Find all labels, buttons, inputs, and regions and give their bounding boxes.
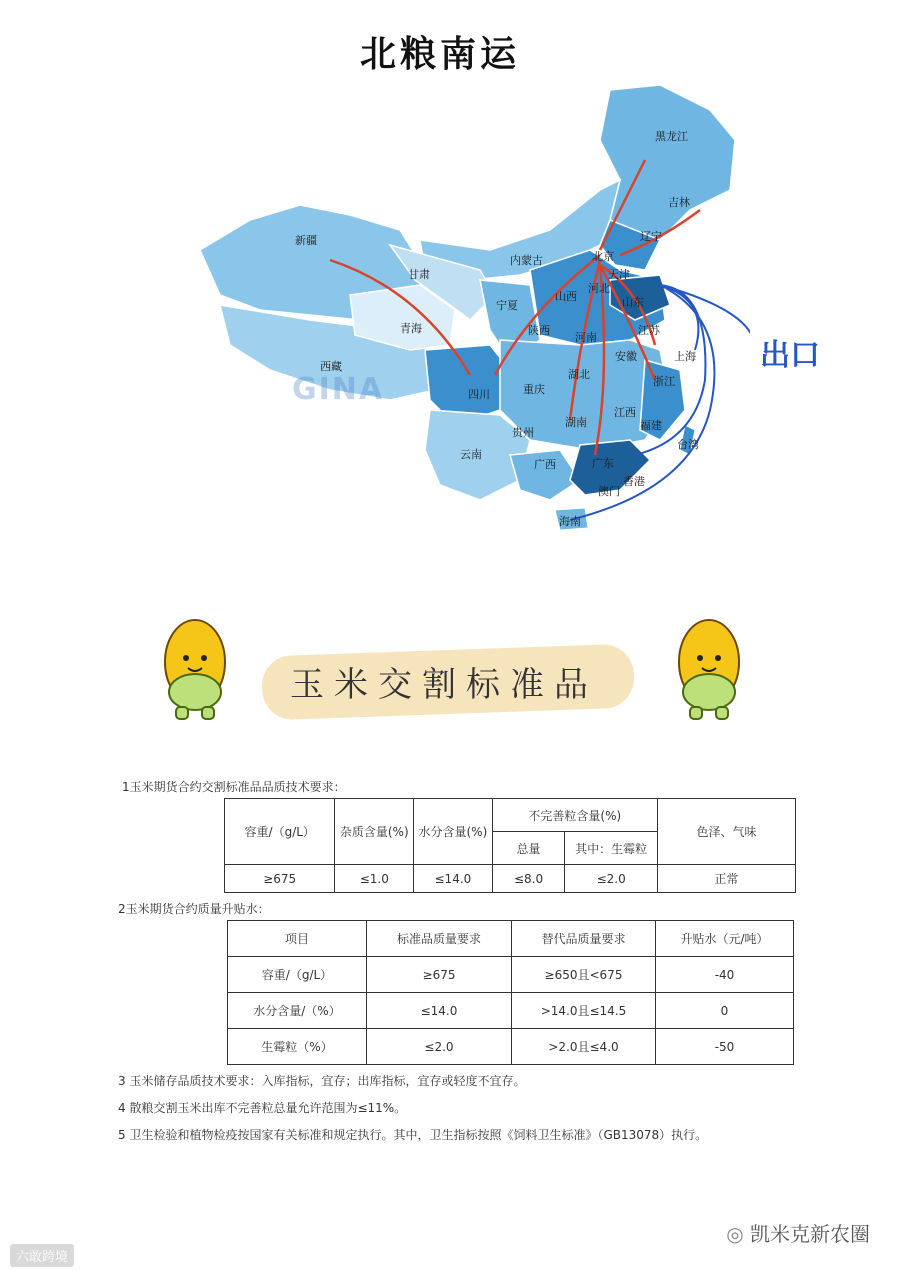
section2-heading: 2玉米期货合约质量升贴水： <box>118 902 270 916</box>
value-moisture: ≤14.0 <box>414 865 493 893</box>
footer-brand <box>726 1218 870 1247</box>
table2-cell: ≥675 <box>367 957 512 993</box>
label-henan: 河南 <box>575 331 597 344</box>
table-row <box>228 1029 794 1065</box>
header-color-smell: 色泽、气味 <box>657 799 795 865</box>
label-hubei: 湖北 <box>568 368 590 381</box>
label-hainan: 海南 <box>559 515 581 528</box>
note-4: 4 散粮交割玉米出库不完善粒总量允许范围为≤11%。 <box>118 1101 407 1115</box>
footer-brand-label: 凯米克新农圈 <box>750 1222 870 1246</box>
label-aomen: 澳门 <box>598 485 620 498</box>
header-imperfect-total: 总量 <box>492 832 565 865</box>
table2-cell: 水分含量/（%） <box>228 993 367 1029</box>
label-hebei: 河北 <box>588 282 610 295</box>
value-imperfect-total: ≤8.0 <box>492 865 565 893</box>
table-row <box>228 957 794 993</box>
china-map <box>190 80 750 540</box>
label-guangxi: 广西 <box>534 458 556 471</box>
label-jiangsu: 江苏 <box>638 324 660 337</box>
label-sichuan: 四川 <box>468 388 490 401</box>
table2-cell: 0 <box>656 993 794 1029</box>
wechat-icon: ◎ <box>726 1222 750 1246</box>
label-tianjin: 天津 <box>608 268 630 281</box>
table-row <box>228 993 794 1029</box>
label-hunan: 湖南 <box>565 416 587 429</box>
map-watermark: GINA <box>292 372 385 407</box>
table2-header: 项目 <box>228 921 367 957</box>
label-anhui: 安徽 <box>615 350 637 363</box>
label-shaanxi: 陕西 <box>528 324 550 337</box>
header-bulk-density: 容重/（g/L） <box>225 799 335 865</box>
label-liaoning: 辽宁 <box>640 230 662 243</box>
label-shandong: 山东 <box>622 296 644 309</box>
label-yunnan: 云南 <box>460 448 482 461</box>
section1-table <box>224 798 796 893</box>
label-fujian: 福建 <box>640 419 662 432</box>
table2-header: 升贴水（元/吨） <box>656 921 794 957</box>
table2-cell: >14.0且≤14.5 <box>512 993 656 1029</box>
banner-title: 玉米交割标准品 <box>290 665 598 705</box>
export-label: 出口 <box>760 338 820 373</box>
label-heilongjiang: 黑龙江 <box>655 130 688 143</box>
label-shanxi: 山西 <box>555 290 577 303</box>
label-chongqing: 重庆 <box>523 383 545 396</box>
table2-cell: 容重/（g/L） <box>228 957 367 993</box>
table2-header: 标准品质量要求 <box>367 921 512 957</box>
label-gansu: 甘肃 <box>408 268 430 281</box>
value-color-smell: 正常 <box>657 865 795 893</box>
table2-cell: 生霉粒（%） <box>228 1029 367 1065</box>
header-imperfect: 不完善粒含量(%) <box>492 799 657 832</box>
table2-cell: ≤14.0 <box>367 993 512 1029</box>
label-jilin: 吉林 <box>668 196 690 209</box>
label-guizhou: 贵州 <box>512 426 534 439</box>
label-neimenggu: 内蒙古 <box>510 254 543 267</box>
value-imperfect-mold: ≤2.0 <box>565 865 658 893</box>
label-xianggang: 香港 <box>623 475 645 488</box>
label-jiangxi: 江西 <box>614 406 636 419</box>
table2-header: 替代品质量要求 <box>512 921 656 957</box>
label-xinjiang: 新疆 <box>295 234 317 247</box>
label-xizang: 西藏 <box>320 360 342 373</box>
corn-mascot-right-icon <box>664 612 754 727</box>
label-shanghai: 上海 <box>674 350 696 363</box>
value-bulk-density: ≥675 <box>225 865 335 893</box>
section1-heading: 1玉米期货合约交割标准品品质技术要求： <box>122 780 346 794</box>
note-5: 5 卫生检验和植物检疫按国家有关标准和规定执行。其中，卫生指标按照《饲料卫生标准》（GB13078）执行。 <box>118 1128 708 1142</box>
map-title: 北粮南运 <box>360 33 521 75</box>
label-zhejiang: 浙江 <box>653 375 675 388</box>
label-beijing: 北京 <box>592 250 614 263</box>
header-impurity: 杂质含量(%) <box>335 799 414 865</box>
footer-left-mark: 六敢跨境 <box>10 1244 74 1267</box>
header-moisture: 水分含量(%) <box>414 799 493 865</box>
corn-mascot-left-icon <box>150 612 240 727</box>
table2-cell: -50 <box>656 1029 794 1065</box>
label-guangdong: 广东 <box>592 457 614 470</box>
header-imperfect-mold: 其中：生霉粒 <box>565 832 658 865</box>
table2-cell: -40 <box>656 957 794 993</box>
value-impurity: ≤1.0 <box>335 865 414 893</box>
table2-cell: ≥650且<675 <box>512 957 656 993</box>
map-northeast <box>600 85 735 245</box>
table2-cell: ≤2.0 <box>367 1029 512 1065</box>
label-taiwan: 台湾 <box>677 438 699 451</box>
table2-cell: >2.0且≤4.0 <box>512 1029 656 1065</box>
label-ningxia: 宁夏 <box>496 299 518 312</box>
note-3: 3 玉米储存品质技术要求：入库指标，宜存；出库指标，宜存或轻度不宜存。 <box>118 1074 526 1088</box>
label-qinghai: 青海 <box>400 322 422 335</box>
section2-table <box>227 920 794 1065</box>
